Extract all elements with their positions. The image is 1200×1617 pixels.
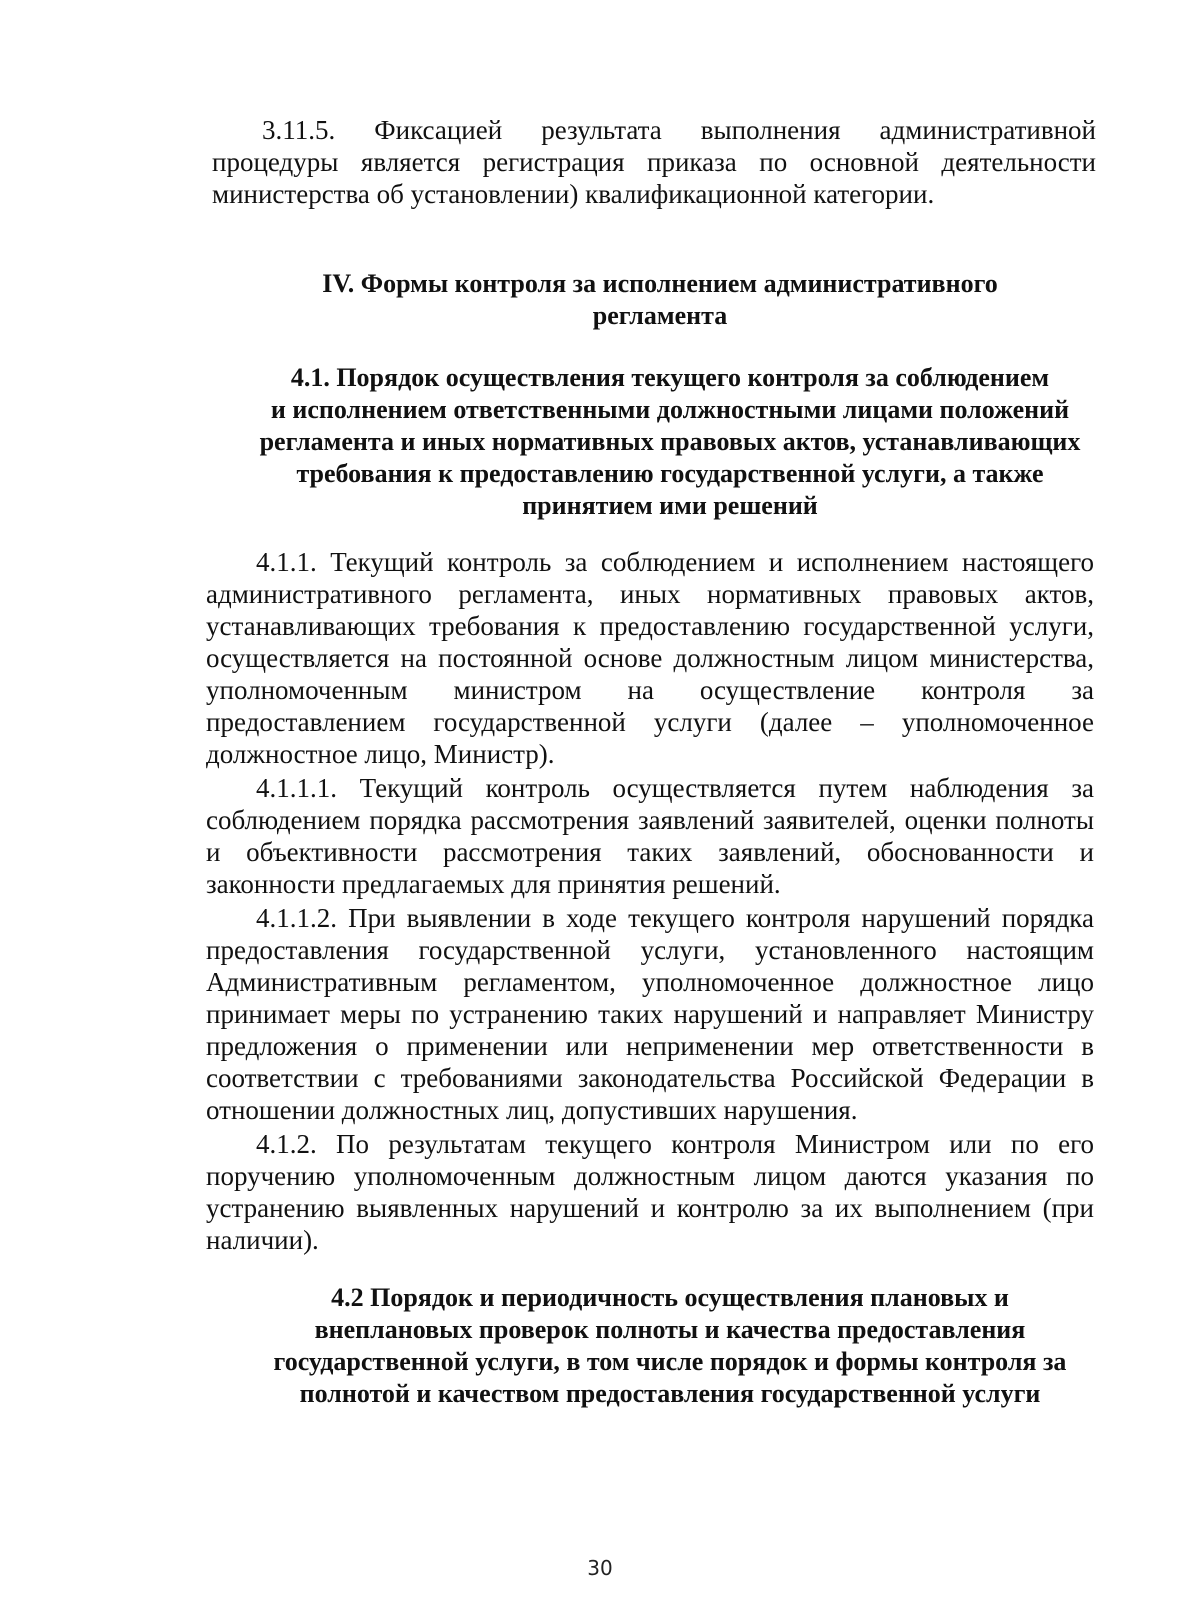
section-4-1-heading <box>200 362 1140 522</box>
section-iv-heading <box>240 268 1080 332</box>
section-4-1-heading-line: 4.1. Порядок осуществления текущего контроля за соблюдением <box>290 363 1050 392</box>
paragraph-3-11-5-block <box>212 114 1096 210</box>
paragraph-3-11-5: 3.11.5. Фиксацией результата выполнения административной процедуры является регистрация приказа по основной деятельности министерства об установлении) квалификационной категории. <box>212 115 1096 209</box>
section-4-1-body <box>206 546 1094 1256</box>
paragraph-4-1-1-2: 4.1.1.2. При выявлении в ходе текущего контроля нарушений порядка предоставления государственной услуги, установленного настоящим Административным регламентом, уполномоченное должностное лицо принимает меры по устранению таких нарушений и направляет Министру предложения о применении или неприменении мер ответственности в соответствии с требованиями законодательства Российской Федерации в отношении должностных лиц, допустивших нарушения. <box>206 903 1094 1125</box>
section-iv-heading-line: IV. Формы контроля за исполнением административного <box>322 269 998 298</box>
paragraph-4-1-2: 4.1.2. По результатам текущего контроля Министром или по его поручению уполномоченным должностным лицом даются указания по устранению выявленных нарушений и контролю за их выполнением (при наличии). <box>206 1129 1094 1255</box>
paragraph-4-1-1: 4.1.1. Текущий контроль за соблюдением и исполнением настоящего административного регламента, иных нормативных правовых актов, устанавливающих требования к предоставлению государственной услуги, осуществляется на постоянной основе должностным лицом министерства, уполномоченным министром на осуществление контроля за предоставлением государственной услуги (далее – уполномоченное должностное лицо, Министр). <box>206 547 1094 769</box>
section-4-2-heading-line: государственной услуги, в том числе порядок и формы контроля за <box>273 1347 1067 1376</box>
section-4-2-heading-line: полнотой и качеством предоставления государственной услуги <box>299 1379 1041 1408</box>
section-4-1-heading-line: требования к предоставлению государственной услуги, а также <box>296 459 1044 488</box>
section-iv-heading-line: регламента <box>592 301 728 330</box>
section-4-1-heading-line: регламента и иных нормативных правовых актов, устанавливающих <box>259 427 1081 456</box>
section-4-1-heading-line: принятием ими решений <box>522 491 818 520</box>
paragraph-4-1-1-1: 4.1.1.1. Текущий контроль осуществляется путем наблюдения за соблюдением порядка рассмотрения заявлений заявителей, оценки полноты и объективности рассмотрения таких заявлений, обоснованности и законности предлагаемых для принятия решений. <box>206 773 1094 899</box>
section-4-2-heading <box>200 1282 1140 1410</box>
section-4-1-heading-line: и исполнением ответственными должностными лицами положений <box>270 395 1070 424</box>
section-4-2-heading-line: внеплановых проверок полноты и качества предоставления <box>314 1315 1026 1344</box>
section-4-2-heading-line: 4.2 Порядок и периодичность осуществления плановых и <box>331 1283 1009 1312</box>
page-number: 30 <box>587 1556 613 1580</box>
